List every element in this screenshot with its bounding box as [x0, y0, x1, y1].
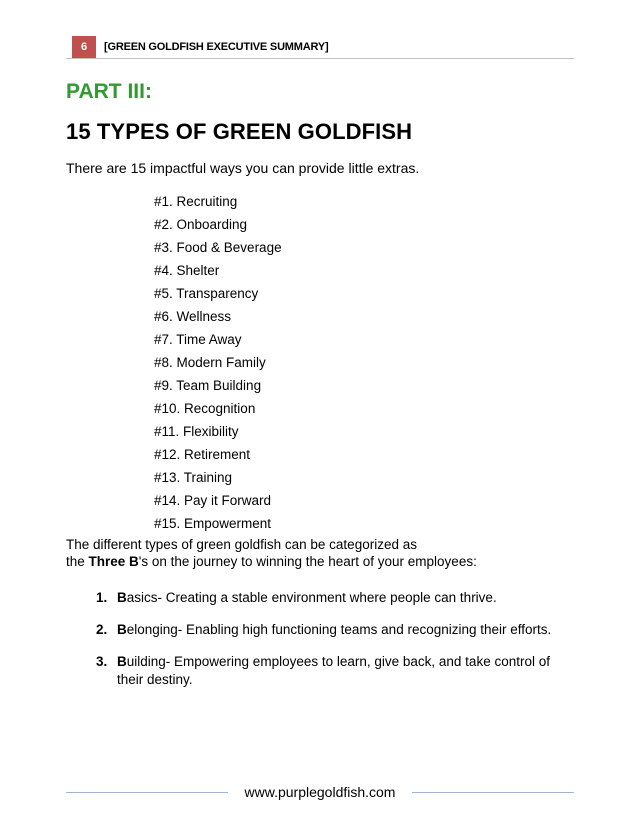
three-bs-letter: B — [117, 590, 127, 605]
types-list-item: #1. Recruiting — [154, 194, 238, 209]
page-number-badge: 6 — [72, 36, 96, 58]
types-list — [154, 190, 282, 535]
three-bs-text: uilding- Empowering employees to learn, give back, and take control of their destiny. — [117, 654, 550, 687]
types-list-item: #3. Food & Beverage — [154, 240, 282, 255]
types-list-item: #15. Empowerment — [154, 516, 272, 531]
types-list-item: #2. Onboarding — [154, 217, 248, 232]
header-title: [GREEN GOLDFISH EXECUTIVE SUMMARY] — [104, 41, 329, 53]
three-bs-item — [96, 589, 576, 607]
three-bs-letter: B — [117, 654, 127, 669]
three-bs-text: elonging- Enabling high functioning teams and recognizing their efforts. — [126, 622, 552, 637]
three-bs-letter: B — [117, 622, 127, 637]
footer-website-link[interactable]: www.purplegoldfish.com — [244, 784, 396, 800]
three-bs-item — [96, 621, 576, 639]
categories-line-2-prefix: the — [66, 554, 89, 569]
types-list-item: #5. Transparency — [154, 286, 259, 301]
types-list-item: #9. Team Building — [154, 378, 262, 393]
types-list-item: #8. Modern Family — [154, 355, 266, 370]
types-list-item: #4. Shelter — [154, 263, 220, 278]
three-bs-item — [96, 653, 576, 689]
types-list-item: #11. Flexibility — [154, 424, 239, 439]
types-list-item: #10. Recognition — [154, 401, 256, 416]
three-bs-emphasis: Three B — [88, 554, 139, 569]
categories-paragraph — [66, 536, 566, 570]
three-bs-number: 3. — [96, 654, 108, 669]
types-list-item: #7. Time Away — [154, 332, 242, 347]
page-footer — [66, 780, 574, 804]
three-bs-number: 1. — [96, 590, 108, 605]
types-list-item: #6. Wellness — [154, 309, 232, 324]
intro-paragraph: There are 15 impactful ways you can provide little extras. — [66, 160, 420, 176]
section-title: 15 TYPES OF GREEN GOLDFISH — [66, 119, 413, 144]
three-bs-number: 2. — [96, 622, 108, 637]
categories-line-2-suffix: 's on the journey to winning the heart of your employees: — [138, 554, 477, 569]
types-list-item: #14. Pay it Forward — [154, 493, 272, 508]
three-bs-text: asics- Creating a stable environment where people can thrive. — [126, 590, 497, 605]
types-list-item: #13. Training — [154, 470, 233, 485]
three-bs-list — [96, 589, 576, 703]
footer-rule-right — [412, 792, 574, 793]
categories-line-1: The different types of green goldfish can be categorized as — [66, 537, 417, 552]
types-list-item: #12. Retirement — [154, 447, 251, 462]
page-header — [66, 36, 574, 59]
part-title: PART III: — [66, 80, 152, 103]
